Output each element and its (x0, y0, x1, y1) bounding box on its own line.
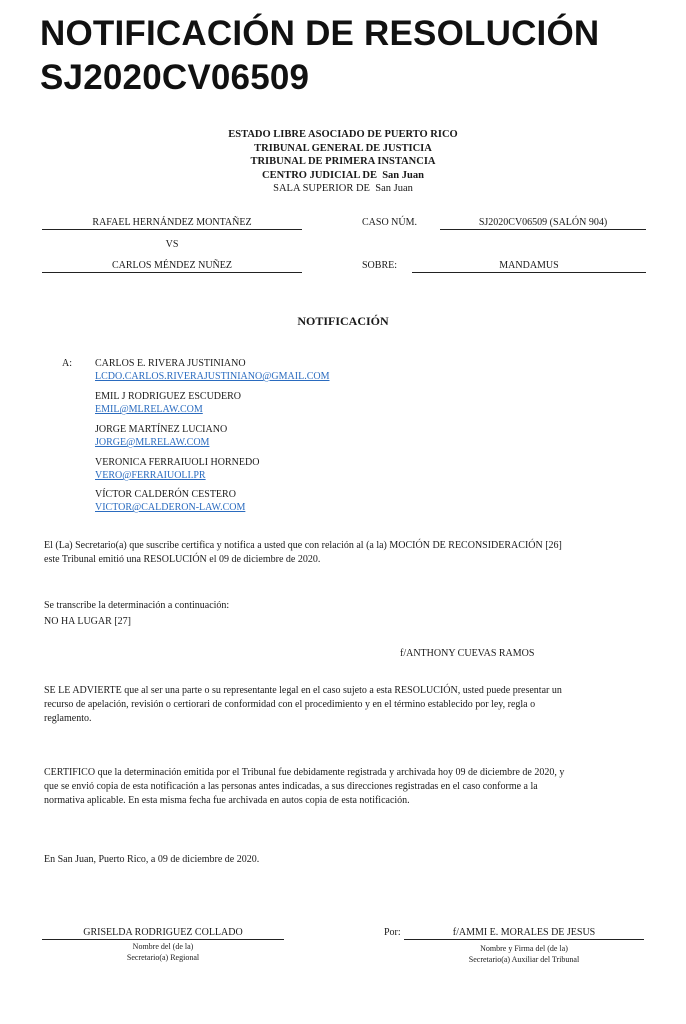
court-line-4-value: San Juan (382, 169, 424, 181)
por-label: Por: (384, 927, 401, 938)
recipient-name: JORGE MARTÍNEZ LUCIANO (95, 424, 228, 435)
versus-label: VS (165, 239, 179, 250)
recipient-email-link[interactable]: VERO@FERRAIUOLI.PR (95, 470, 206, 481)
court-header (0, 128, 686, 196)
resolution-line-2: este Tribunal emitió una RESOLUCIÓN el 09 de diciembre de 2020. (44, 554, 321, 565)
resolution-paragraph (44, 539, 644, 567)
notification-title: NOTIFICACIÓN (297, 314, 389, 328)
certify-line-1: CERTIFICO que la determinación emitida por el Tribunal fue debidamente registrada y archivada hoy 09 de diciembre de 2020, y (44, 767, 565, 778)
judge-signature: f/ANTHONY CUEVAS RAMOS (400, 648, 535, 659)
recipient-email-link[interactable]: VICTOR@CALDERON-LAW.COM (95, 502, 246, 513)
determination-text: NO HA LUGAR [27] (44, 616, 131, 627)
recipient (95, 423, 415, 456)
recipient-email-link[interactable]: LCDO.CARLOS.RIVERAJUSTINIANO@GMAIL.COM (95, 371, 330, 382)
recipient-name: EMIL J RODRIGUEZ ESCUDERO (95, 391, 242, 402)
certify-paragraph (44, 766, 644, 808)
court-line-4-label: CENTRO JUDICIAL DE (262, 169, 377, 181)
advice-line-1: SE LE ADVIERTE que al ser una parte o su representante legal en el caso sujeto a esta RESOLUCIÓN, usted puede presentar un (44, 685, 562, 696)
case-number: SJ2020CV06509 (SALÓN 904) (440, 216, 646, 230)
court-line-3: TRIBUNAL DE PRIMERA INSTANCIA (250, 156, 436, 167)
recipient-name: VERONICA FERRAIUOLI HORNEDO (95, 457, 260, 468)
recipient-name: VÍCTOR CALDERÓN CESTERO (95, 489, 236, 500)
court-line-5-value: San Juan (375, 183, 413, 194)
regional-caption-line-2: Secretario(a) Regional (126, 953, 200, 962)
court-line-1: ESTADO LIBRE ASOCIADO DE PUERTO RICO (228, 129, 458, 140)
advice-paragraph (44, 684, 644, 726)
recipient-email-link[interactable]: JORGE@MLRELAW.COM (95, 437, 210, 448)
recipient-name: CARLOS E. RIVERA JUSTINIANO (95, 358, 246, 369)
resolution-line-1: El (La) Secretario(a) que suscribe certifica y notifica a usted que con relación al (a la) MOCIÓN DE RECONSIDERACIÓN [26] (44, 540, 562, 551)
certify-line-3: normativa aplicable. En esta misma fecha fue archivada en autos copia de esta notificación. (44, 795, 410, 806)
transcribe-label: Se transcribe la determinación a continuación: (44, 600, 230, 611)
court-line-5-label: SALA SUPERIOR DE (273, 183, 370, 194)
headline-case-number: SJ2020CV06509 (40, 58, 310, 97)
place-date: En San Juan, Puerto Rico, a 09 de diciembre de 2020. (44, 854, 260, 865)
recipient (95, 390, 415, 423)
auxiliary-secretary-caption (404, 943, 644, 965)
court-line-2: TRIBUNAL GENERAL DE JUSTICIA (254, 142, 432, 154)
subject-value: MANDAMUS (412, 259, 646, 273)
auxiliary-caption-line-2: Secretario(a) Auxiliar del Tribunal (468, 955, 580, 964)
regional-caption-line-1: Nombre del (de la) (132, 942, 194, 951)
advice-line-2: recurso de apelación, revisión o certiorari de conformidad con el procedimiento y en el término establecido por ley, regla o (44, 699, 536, 710)
recipient (95, 357, 415, 390)
headline-title: NOTIFICACIÓN DE RESOLUCIÓN (40, 14, 600, 53)
recipients-list (95, 357, 415, 520)
auxiliary-caption-line-1: Nombre y Firma del (de la) (480, 944, 568, 953)
regional-secretary-caption (42, 941, 284, 963)
defendant-name: CARLOS MÉNDEZ NUÑEZ (42, 259, 302, 273)
regional-secretary-name: GRISELDA RODRIGUEZ COLLADO (42, 926, 284, 940)
advice-line-3: reglamento. (44, 713, 92, 724)
subject-label: SOBRE: (362, 260, 398, 271)
recipient (95, 456, 415, 488)
case-number-label: CASO NÚM. (362, 217, 418, 228)
auxiliary-secretary-name: f/AMMI E. MORALES DE JESUS (404, 926, 644, 940)
recipient (95, 488, 415, 520)
recipient-email-link[interactable]: EMIL@MLRELAW.COM (95, 404, 203, 415)
certify-line-2: que se envió copia de esta notificación a las personas antes indicadas, a sus direcciones registradas en el caso conforme a la (44, 781, 538, 792)
recipients-label: A: (62, 358, 72, 369)
plaintiff-name: RAFAEL HERNÁNDEZ MONTAÑEZ (42, 216, 302, 230)
